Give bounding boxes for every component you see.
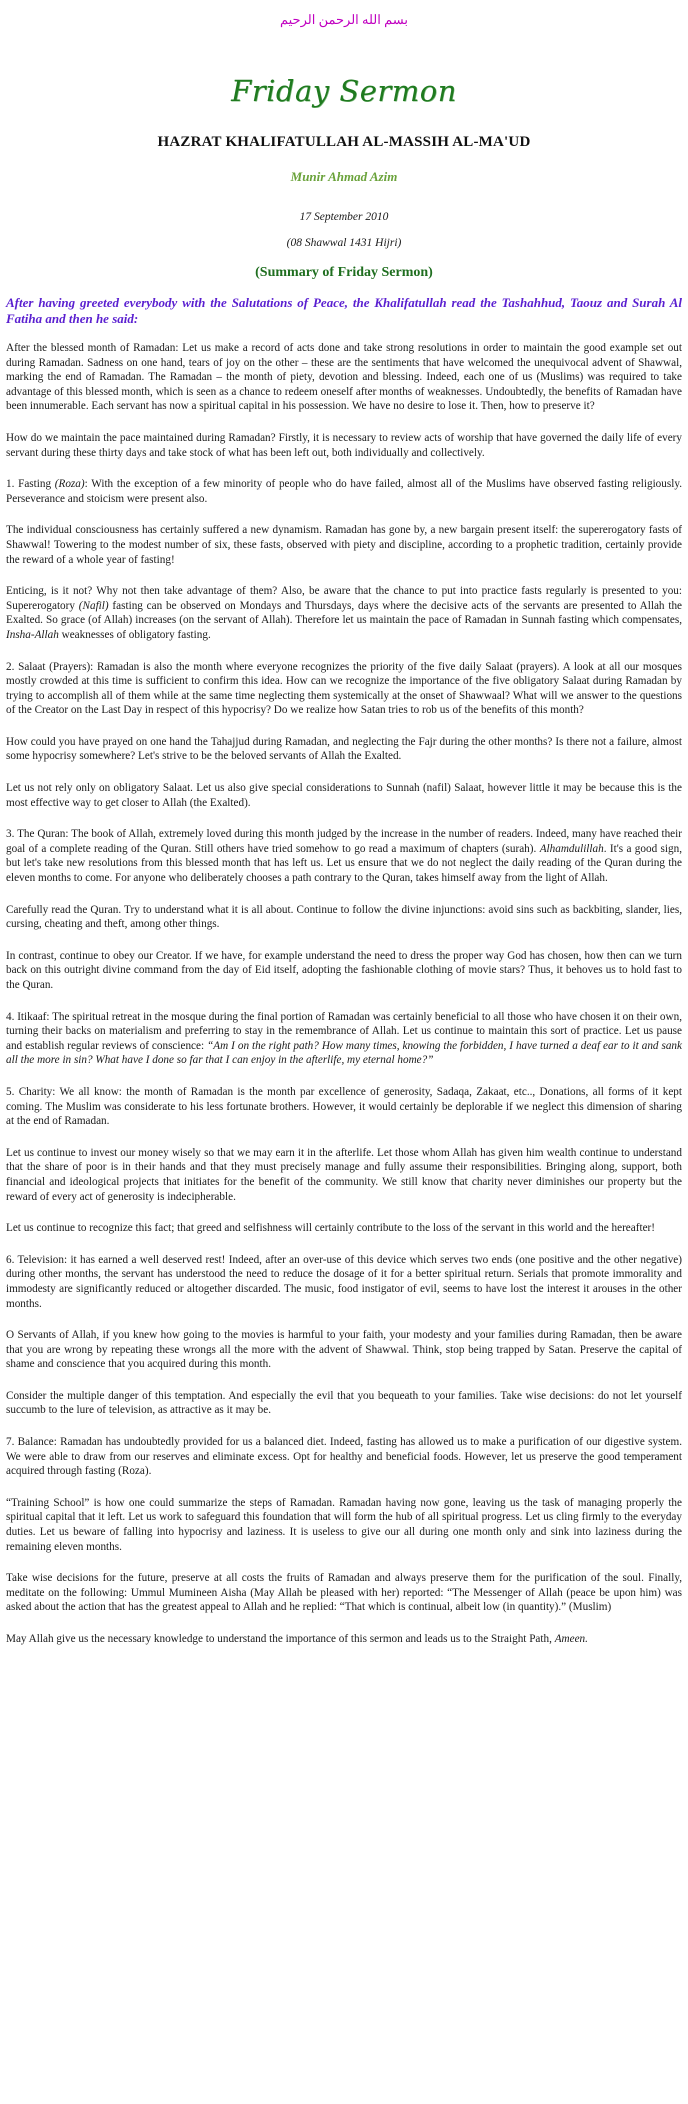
paragraph-text: 1. Fasting bbox=[6, 478, 55, 491]
sermon-paragraph bbox=[6, 949, 682, 993]
paragraph-text: 5. Charity: We all know: the month of Ramadan is the month par excellence of generosity, Sadaqa, Zakaat, etc.., Donations, all forms of it kept coming. The Muslim was considerate to his less fortunate brothers. However, it would certainly be deplorable if we neglect this dimension of sharing at the end of Ramadan. bbox=[6, 1085, 682, 1128]
sermon-paragraph bbox=[6, 1010, 682, 1068]
khalifatullah-heading: HAZRAT KHALIFATULLAH AL-MASSIH AL-MA'UD bbox=[157, 134, 531, 150]
sermon-paragraph bbox=[6, 1253, 682, 1311]
paragraph-text: After the blessed month of Ramadan: Let us make a record of acts done and take strong resolutions in order to maintain the good example set out during Ramadan. Sadness on one hand, tears of joy on the other – these are the sentiments that have welcomed the unequivocal advent of Shawwal, marking the end of Ramadan. The Ramadan – the month of piety, devotion and blessing. Indeed, each one of us (Muslims) was required to take advantage of this blessed month, which is seen as a chance to redeem oneself after months of weaknesses. Undoubtedly, the benefits of Ramadan have been innumerable. Each servant has now a spiritual capital in his possession. We have no desire to lose it. Then, how to preserve it? bbox=[6, 342, 682, 413]
page-title: Friday Sermon bbox=[231, 74, 457, 108]
sermon-paragraph bbox=[6, 431, 682, 460]
paragraph-text: In contrast, continue to obey our Creator. If we have, for example understand the need to dress the proper way God has chosen, how then can we turn back on this outright divine command from the day of Eid itself, adopting the fashionable clothing of movie stars? Thus, it behoves us to hold fast to the Quran. bbox=[6, 949, 682, 991]
paragraph-text: Carefully read the Quran. Try to understand what it is all about. Continue to follow the divine injunctions: avoid sins such as backbiting, slander, lies, cursing, cheating and theft, among other things. bbox=[6, 903, 682, 931]
sermon-paragraph bbox=[6, 781, 682, 810]
sermon-paragraph bbox=[6, 1435, 682, 1479]
sermon-paragraph bbox=[6, 1221, 682, 1236]
sermon-paragraph bbox=[6, 660, 682, 718]
paragraph-text: Let us continue to invest our money wisely so that we may earn it in the afterlife. Let those whom Allah has given him wealth continue to understand that the share of poor is in their hands and that they must precisely manage and fully assume their responsibilities. Bringing along, support, both financial and ideological projects that initiates for the benefit of the community. We still know that charity never diminishes our property but the reward of every act of generosity is indecipherable. bbox=[6, 1146, 682, 1203]
italic-text: Ameen. bbox=[554, 1633, 588, 1645]
paragraph-text: The individual consciousness has certainly suffered a new dynamism. Ramadan has gone by, a new bargain present itself: the supererogatory fasts of Shawwal! Towering to the modest number of six, these fasts, observed with piety and discipline, according to a prophetic tradition, certainly provide the reward of a whole year of fasting! bbox=[6, 524, 682, 566]
paragraph-text: . It's a good sign, but let's take new resolutions from this blessed month that has left us. Let us ensure that we do not neglect the daily reading of the Quran during the eleven months to come. For anyone who deliberately chooses a path contrary to the Quran, takes himself away from the light of Allah. bbox=[6, 842, 682, 885]
paragraph-text: weaknesses of obligatory fasting. bbox=[58, 628, 211, 641]
summary-heading: (Summary of Friday Sermon) bbox=[255, 265, 433, 280]
paragraph-text: 2. Salaat (Prayers): Ramadan is also the month where everyone recognizes the priority of the five daily Salaat (prayers). A look at all our mosques mostly crowded at this time is sufficient to confirm this idea. How can we recognize the importance of the five obligatory Salaat during Ramadan by trying to accomplish all of them while at the same time neglecting them systemically at the onset of Shawwaal? What will we answer to the questions of the Creator on the Last Day in respect of this hypocrisy? Do we realize how Satan tries to rob us of the benefits of this month? bbox=[6, 660, 682, 717]
paragraph-text: How do we maintain the pace maintained during Ramadan? Firstly, it is necessary to review acts of worship that have governed the daily life of every servant during these thirty days and take stock of what has been left out, both individually and collectively. bbox=[6, 431, 682, 459]
paragraph-text: 7. Balance: Ramadan has undoubtedly provided for us a balanced diet. Indeed, fasting has allowed us to make a purification of our digestive system. We were able to draw from our reserves and eliminate excess. Opt for healthy and beneficial foods. However, let us preserve the good temperament acquired through fasting (Roza). bbox=[6, 1436, 682, 1478]
paragraph-text: : With the exception of a few minority of people who do have failed, almost all of the Muslims have observed fasting religiously. Perseverance and stoicism were present also. bbox=[6, 478, 682, 505]
paragraph-text: “Training School” is how one could summarize the steps of Ramadan. Ramadan having now gone, leaving us the task of managing properly the spiritual capital that it left. Let us work to safeguard this foundation that will form the hub of all spiritual progress. Let us cling firmly to the everyday duties. Let us beware of falling into hypocrisy and laziness. It is useless to give our all during one month only and sink into laziness during the remaining eleven months. bbox=[6, 1496, 682, 1553]
intro-paragraph: After having greeted everybody with the Salutations of Peace, the Khalifatullah read the Tashahhud, Taouz and Surah Al Fatiha and then he said: bbox=[6, 295, 682, 326]
paragraph-text: O Servants of Allah, if you knew how going to the movies is harmful to your faith, your modesty and your families during Ramadan, then be aware that you are wrong by repeating these wrongs all the more with the advent of Shawwal. Think, stop being trapped by Satan. Preserve the capital of shame and conscience that you acquired during this month. bbox=[6, 1329, 682, 1371]
sermon-paragraph bbox=[6, 341, 682, 414]
paragraph-text: Let us continue to recognize this fact; that greed and selfishness will certainly contribute to the loss of the servant in this world and the hereafter! bbox=[6, 1222, 655, 1235]
paragraph-text: Enticing, is it not? Why not then take advantage of them? Also, be aware that the chance to put into practice fasts regularly is presented to you: Supererogatory bbox=[6, 585, 682, 612]
paragraph-text: How could you have prayed on one hand the Tahajjud during Ramadan, and neglecting the Fajr during the other months? Is there not a failure, almost some hypocrisy somewhere? Let's strive to be the beloved servants of Allah the Exalted. bbox=[6, 735, 682, 763]
paragraph-text: 4. Itikaaf: The spiritual retreat in the mosque during the final portion of Ramadan was certainly beneficial to all those who have chosen it on their own, turning their backs on materialism and preferring to stay in the remembrance of Allah. Let us continue to maintain this sort of practice. Let us pause and establish regular reviews of conscience: bbox=[6, 1010, 682, 1052]
sermon-date: 17 September 2010 bbox=[299, 211, 389, 223]
sermon-paragraph bbox=[6, 827, 682, 885]
sermon-paragraph bbox=[6, 1389, 682, 1418]
sermon-paragraph bbox=[6, 1571, 682, 1615]
sermon-paragraph bbox=[6, 1328, 682, 1372]
sermon-paragraph bbox=[6, 1496, 682, 1554]
paragraph-text: Consider the multiple danger of this temptation. And especially the evil that you bequeath to your families. Take wise decisions: do not let yourself succumb to the lure of television, as attractive as it may be. bbox=[6, 1389, 682, 1417]
paragraph-text: Take wise decisions for the future, preserve at all costs the fruits of Ramadan and always preserve them for the purification of the soul. Finally, meditate on the following: Ummul Mumineen Aisha (May Allah be pleased with her) reported: “The Messenger of Allah (peace be upon him) was asked about the action that has the greatest appeal to Allah and he replied: “That which is continual, albeit low (in quantity).” (Muslim) bbox=[6, 1572, 682, 1614]
paragraph-text: Let us not rely only on obligatory Salaat. Let us also give special considerations to Sunnah (nafil) Salaat, however little it may be because this is the most effective way to get closer to Allah (the Exalted). bbox=[6, 782, 682, 809]
hijri-date: (08 Shawwal 1431 Hijri) bbox=[286, 237, 402, 249]
sermon-body bbox=[6, 341, 682, 1647]
sermon-paragraph bbox=[6, 735, 682, 764]
sermon-paragraph bbox=[6, 523, 682, 567]
sermon-paragraph bbox=[6, 477, 682, 506]
sermon-paragraph bbox=[6, 1146, 682, 1204]
italic-text: Insha-Allah bbox=[6, 628, 59, 641]
sermon-paragraph bbox=[6, 1085, 682, 1129]
paragraph-text: May Allah give us the necessary knowledge to understand the importance of this sermon and leads us to the Straight Path, bbox=[6, 1633, 555, 1645]
italic-text: Alhamdulillah bbox=[539, 842, 604, 855]
sermon-paragraph bbox=[6, 1632, 682, 1647]
italic-text: “Am I on the right path? How many times, knowing the forbidden, I have turned a deaf ear to it and sank all the more in sin? What have I done so far that I can enjoy in the afterlife, my eternal home?” bbox=[6, 1039, 682, 1067]
sermon-paragraph bbox=[6, 584, 682, 642]
italic-text: (Roza) bbox=[54, 478, 85, 491]
bismillah-calligraphy: بسم الله الرحمن الرحيم bbox=[279, 12, 408, 27]
author-name: Munir Ahmad Azim bbox=[290, 169, 398, 184]
sermon-paragraph bbox=[6, 903, 682, 932]
paragraph-text: 6. Television: it has earned a well deserved rest! Indeed, after an over-use of this device which serves two ends (one positive and the other negative) during other months, the servant has understood the need to reduce the dosage of it for a better spiritual return. Serials that promote immorality and immodesty are significantly reduced or altogether discarded. The music, food instigator of evil, seems to have lost the interest it arouses in the other months. bbox=[6, 1253, 682, 1310]
paragraph-text: fasting can be observed on Mondays and Thursdays, days where the decisive acts of the servants are presented to Allah the Exalted. So grace (of Allah) increases (on the servant of Allah). Therefore let us maintain the pace of Ramadan in Sunnah fasting which compensates, bbox=[6, 599, 682, 627]
paragraph-text: 3. The Quran: The book of Allah, extremely loved during this month judged by the increase in the number of readers. Indeed, many have reached their goal of a complete reading of the Quran. Still others have tried somehow to go read a maximum of chapters (surah). bbox=[6, 828, 682, 855]
italic-text: (Nafil) bbox=[78, 599, 109, 612]
